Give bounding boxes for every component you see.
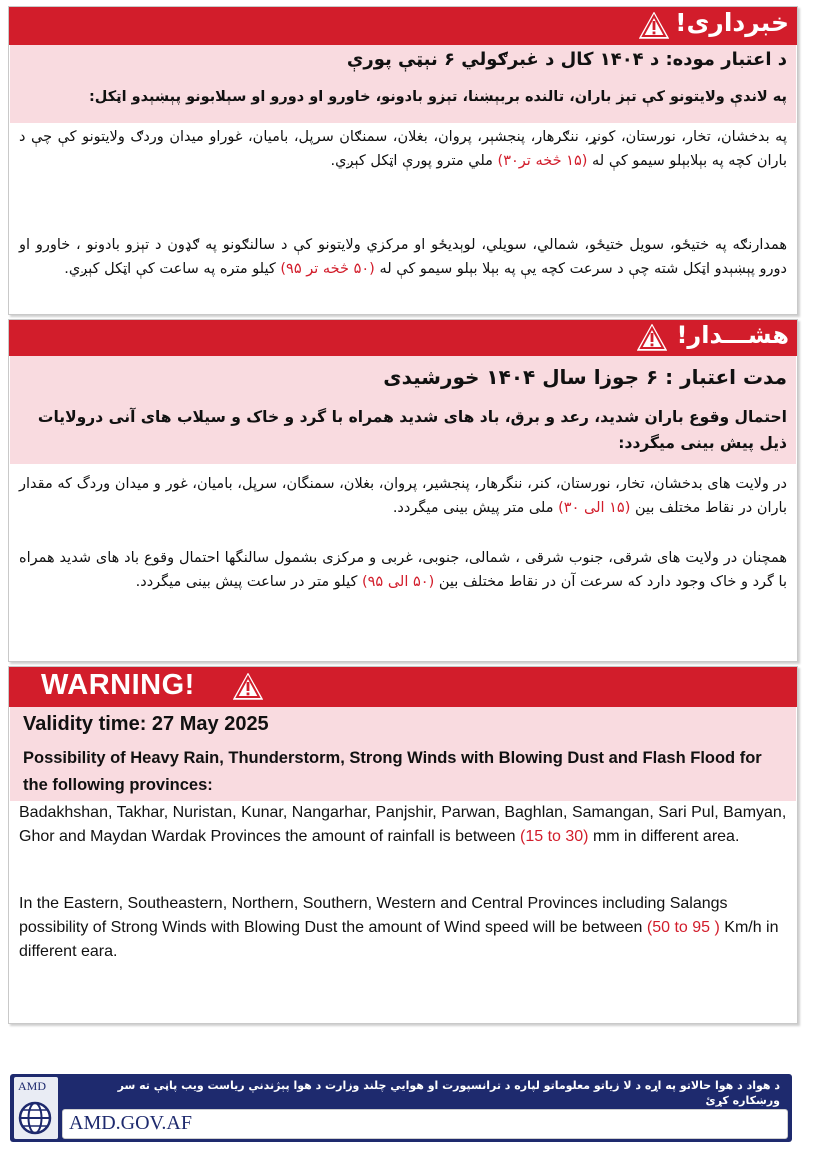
warning-triangle-icon [233,673,263,700]
english-warning-panel [8,666,798,1024]
pashto-wind-speed: (۵۰ څخه تر ۹۵) [280,261,375,277]
pashto-paragraph-rain [19,125,787,173]
english-headline: Possibility of Heavy Rain, Thunderstorm, Strong Winds with Blowing Dust and Flash Flood for the following provinces: [23,749,762,794]
dari-rain-amount: (۱۵ الی ۳۰) [558,500,631,516]
dari-paragraph-rain [19,472,787,520]
english-wind-speed: (50 to 95 ) [646,919,720,936]
amd-logo-text: AMD [18,1079,47,1093]
footer-note: د هواد د هوا حالاتو په اړه د لا زیاتو معلوماتو لپاره د ترانسپورت او هوايي چلند وزارت د هوا پېژندنې ریاست ویب پاڼې ته سر ورښکاره کړئ [117,1079,780,1107]
english-validity: Validity time: 27 May 2025 [23,713,269,735]
dari-validity: مدت اعتبار : ۶ جوزا سال ۱۴۰۴ خورشیدی [383,365,787,389]
pashto-rain-end: ملي مترو پورې اټکل کېږي. [330,153,493,169]
dari-headline: احتمال وقوع باران شدید، رعد و برق، باد های شدید همراه با گرد و خاک و سیلاب های آنی درولایات ذیل پیش بینی میگردد: [37,408,787,452]
pashto-title: خبرداری! [675,8,789,37]
dari-wind-end: کیلو متر در ساعت پیش بینی میگردد. [135,574,358,590]
pashto-header-bar [9,7,797,45]
dari-rain-end: ملی متر پیش بینی میگردد. [392,500,554,516]
english-header-bar [9,667,797,707]
dari-rain-text: در ولایت های بدخشان، تخار، نورستان، کنر، ننگرهار، پنجشیر، پروان، بغلان، سمنگان، سرپل، بامیان، غور و میدان وردگ که مقدار باران در نقاط مختلف بین [19,476,787,516]
dari-wind-text: همچنان در ولایت های شرقی، جنوب شرقی ، شمالی، جنوبی، غربی و مرکزی بشمول سالنگها احتمال وقوع باد های شدید همراه با گرد و خاک وجود دارد که سرعت آن در نقاط مختلف بین [19,550,787,590]
dari-wind-speed: (۵۰ الی ۹۵) [361,574,435,590]
warning-triangle-icon [637,324,667,351]
footer-banner [10,1074,792,1142]
globe-icon [18,1101,52,1135]
english-rain-text: Badakhshan, Takhar, Nuristan, Kunar, Nangarhar, Panjshir, Parwan, Baghlan, Samangan, Sari Pul, Bamyan, Ghor and Maydan Wardak Provinces the amount of rainfall is between [19,804,787,845]
dari-header-bar [9,320,797,356]
pashto-rain-amount: (۱۵ څخه تر۳۰) [497,153,588,169]
amd-logo [14,1077,58,1139]
dari-paragraph-wind [19,546,787,594]
english-paragraph-wind [19,892,787,964]
pashto-wind-text: همدارنګه په ختیځو، سویل ختیځو، شمالي، سویلي، لوېدیځو او مرکزي ولایتونو کې د سالنګونو په ګډون د تېزو بادونو ، خاورو او دورو پېښېدو اټکل شته چې د سرعت کچه یې په بېلا بېلو سیمو کې له [19,237,787,277]
english-wind-text: In the Eastern, Southeastern, Northern, Southern, Western and Central Provinces including Salangs possibility of Strong Winds with Blowing Dust the amount of Wind speed will be between [19,895,728,936]
dari-title: هشـــدار! [676,321,789,349]
website-box[interactable] [62,1109,788,1139]
website-link[interactable]: AMD.GOV.AF [69,1112,192,1134]
dari-warning-panel [8,319,798,662]
english-wind-end: Km/h in different eara. [19,919,779,960]
pashto-rain-text: په بدخشان، تخار، نورستان، کونړ، ننګرهار، پنجشېر، پروان، بغلان، سمنګان سرپل، بامیان، غوراو میدان وردګ ولایتونو کې چې د باران کچه په بېلابېلو سیمو کې له [19,129,787,169]
pashto-headline: په لاندې ولایتونو کې تېز باران، تالنده بربېښنا، تېزو بادونو، خاورو او دورو او سېلابونو پېښېدو اټکل: [88,89,787,105]
english-rain-amount: (15 to 30) [520,828,589,845]
english-paragraph-rain [19,801,787,849]
pashto-paragraph-wind [19,233,787,281]
pashto-wind-end: کیلو متره په ساعت کې اټکل کېږي. [64,261,276,277]
english-rain-end: mm in different area. [592,828,740,845]
english-title: WARNING! [41,669,195,701]
pashto-validity: د اعتبار موده: د ۱۴۰۴ کال د غبرګولي ۶ نېټې پورې [346,49,787,70]
pashto-warning-panel [8,6,798,315]
warning-triangle-icon [639,12,669,39]
